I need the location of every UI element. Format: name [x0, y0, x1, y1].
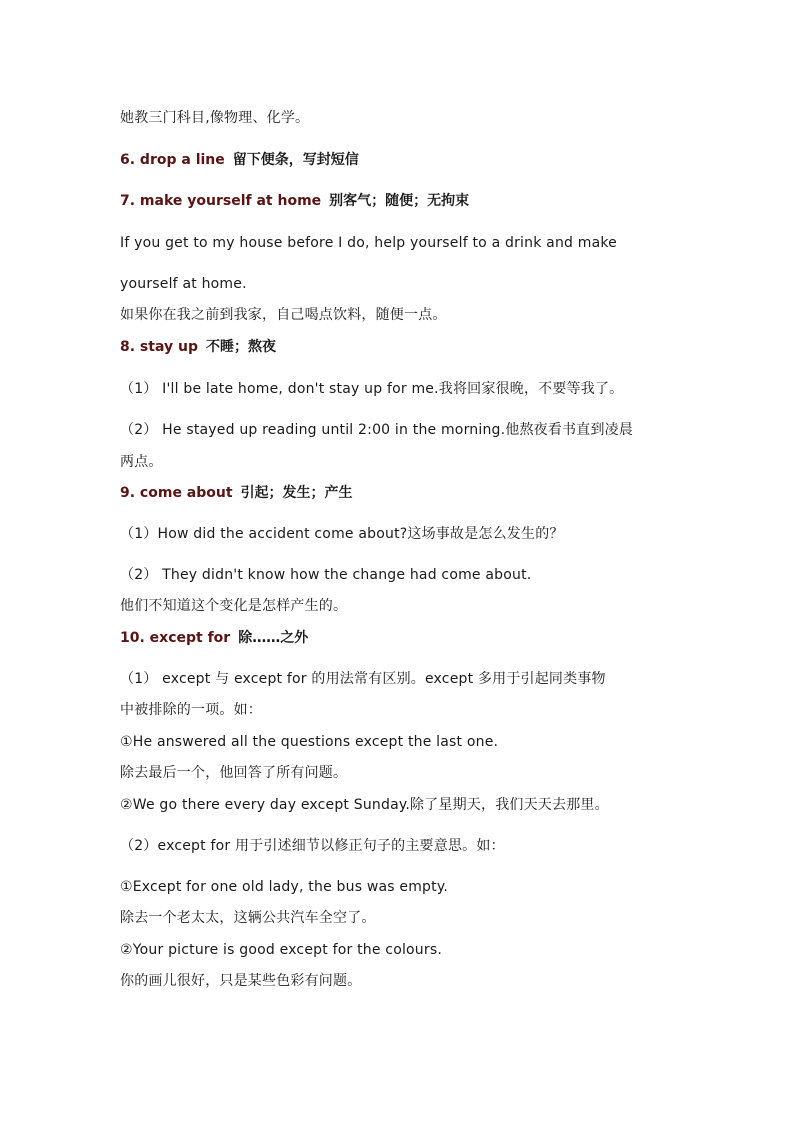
phrase-heading-cn: 不睡；熬夜: [205, 339, 276, 355]
example-sentence: （2） They didn't know how the change had come about.: [120, 567, 532, 583]
body-text-line: 如果你在我之前到我家，自己喝点饮料，随便一点。: [120, 307, 447, 323]
phrase-heading-en: 7. make yourself at home: [120, 193, 322, 209]
phrase-heading-en: 10. except for: [120, 630, 231, 646]
body-text-line: yourself at home.: [120, 276, 247, 292]
phrase-heading-cn: 引起；发生；产生: [240, 485, 353, 501]
example-sentence: ①Except for one old lady, the bus was empty.: [120, 879, 448, 895]
phrase-heading-en: 8. stay up: [120, 339, 198, 355]
example-sentence: （1） I'll be late home, don't stay up for me.我将回家很晚，不要等我了。: [120, 381, 624, 397]
example-translation: 除去一个老太太，这辆公共汽车全空了。: [120, 910, 376, 926]
phrase-heading-10: [120, 628, 700, 648]
phrase-heading-en: 6. drop a line: [120, 152, 225, 168]
example-translation: 除去最后一个，他回答了所有问题。: [120, 765, 348, 781]
phrase-heading-cn: 除……之外: [238, 630, 309, 646]
explanation-text: （2）except for 用于引述细节以修正句子的主要意思。如：: [120, 838, 505, 854]
body-text-line: 两点。: [120, 454, 163, 470]
example-translation: 你的画儿很好，只是某些色彩有问题。: [120, 973, 362, 989]
body-text-line: If you get to my house before I do, help yourself to a drink and make: [120, 235, 617, 251]
example-sentence: ①He answered all the questions except the last one.: [120, 734, 499, 750]
example-sentence: ②Your picture is good except for the colours.: [120, 942, 442, 958]
explanation-text: 中被排除的一项。如：: [120, 702, 262, 718]
body-text-line: 她教三门科目,像物理、化学。: [120, 110, 310, 126]
explanation-text: （1） except 与 except for 的用法常有区别。except 多用于引起同类事物: [120, 671, 606, 687]
phrase-heading-8: [120, 337, 700, 357]
phrase-heading-cn: 留下便条，写封短信: [232, 152, 359, 168]
example-sentence: （1）How did the accident come about?这场事故是怎么发生的？: [120, 526, 564, 542]
example-sentence: （2） He stayed up reading until 2:00 in the morning.他熬夜看书直到凌晨: [120, 422, 634, 438]
phrase-heading-9: [120, 483, 700, 503]
phrase-heading-en: 9. come about: [120, 485, 233, 501]
phrase-heading-cn: 别客气；随便；无拘束: [329, 193, 470, 209]
phrase-heading-7: [120, 191, 700, 211]
example-sentence: ②We go there every day except Sunday.除了星期天，我们天天去那里。: [120, 797, 609, 813]
phrase-heading-6: [120, 150, 700, 170]
body-text-line: 他们不知道这个变化是怎样产生的。: [120, 598, 348, 614]
